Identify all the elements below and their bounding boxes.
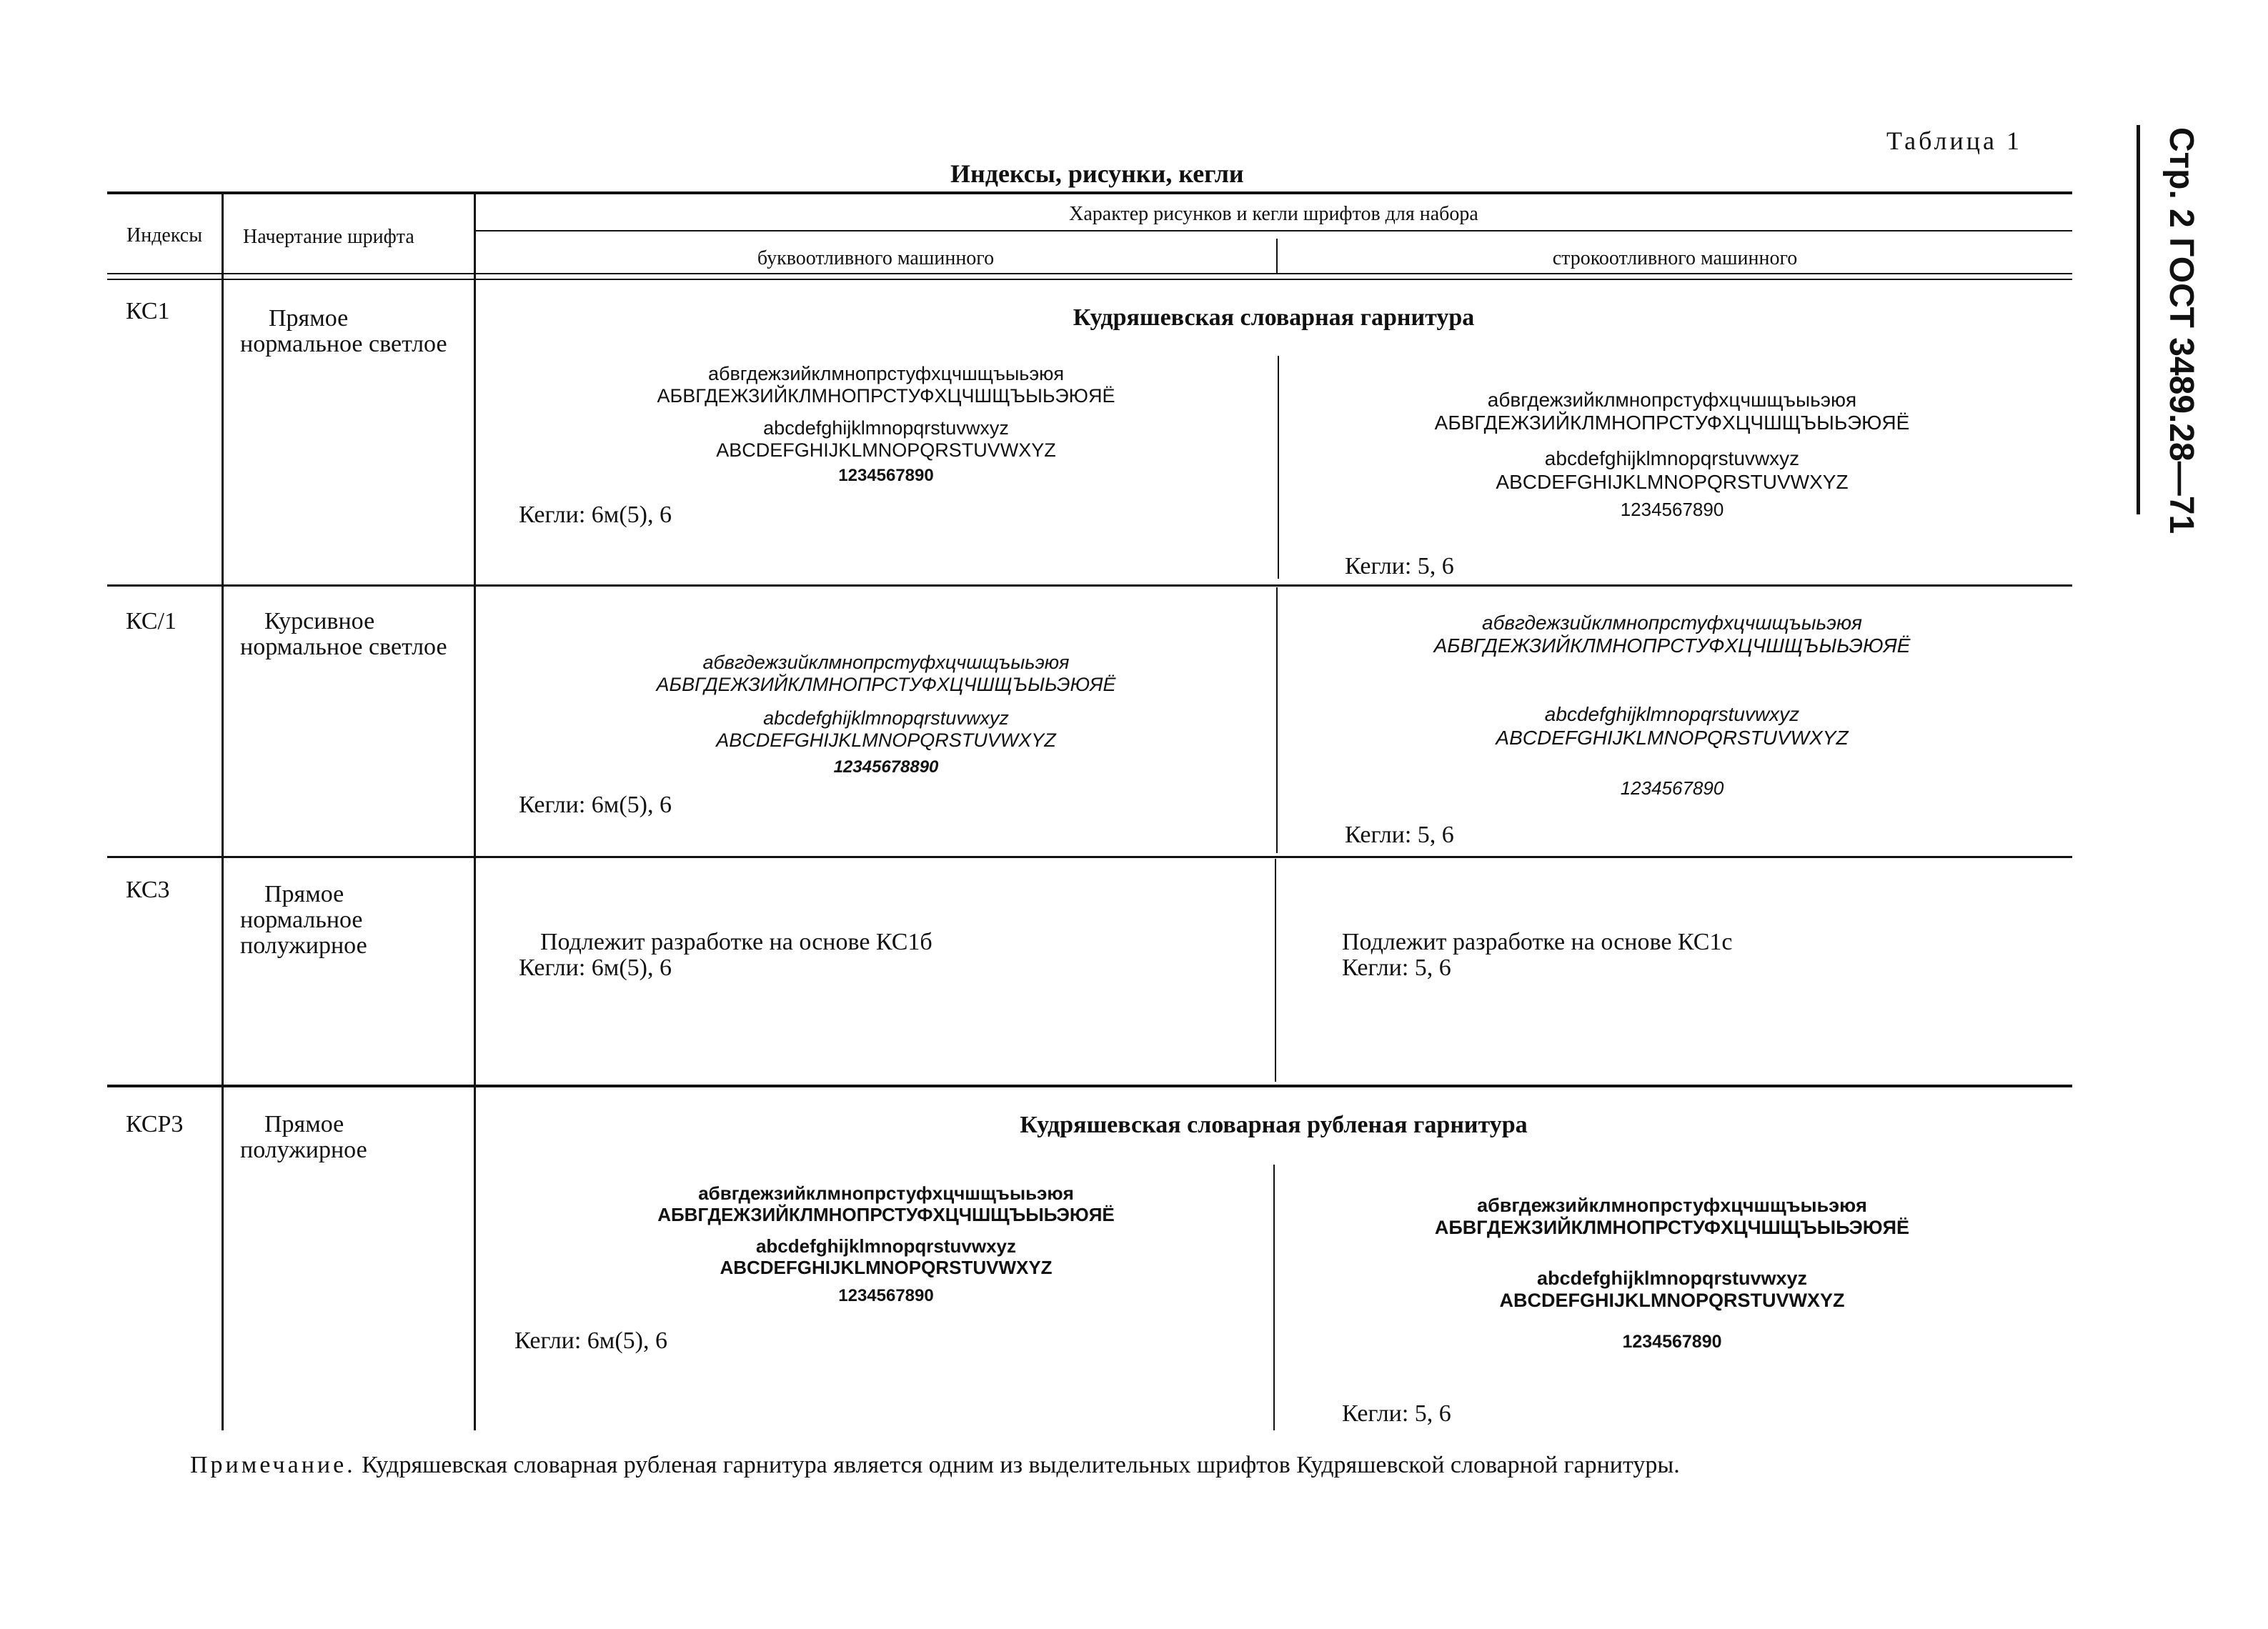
table-top-rule [107,191,2072,194]
sample-upper-lat: ABCDEFGHIJKLMNOPQRSTUVWXYZ [1496,470,1849,493]
sample-lower-lat: abcdefghijklmnopqrstuvwxyz [755,1235,1017,1257]
row1-line-sample [1322,389,2022,521]
row1-letter-sample [557,363,1215,486]
footnote-text: Кудряшевская словарная рубленая гарнитура является одним из выделительных шрифтов Кудряшевской словарной гарнитуры. [362,1452,1680,1478]
row-rule-1 [107,584,2072,587]
row3-letter-note: Подлежит разработке на основе КС1б [540,929,932,955]
sample-lower-cyr: абвгдежзийклмнопрстуфхцчшщъыьэюя [1482,612,1862,634]
sample-upper-cyr: АБВГДЕЖЗИЙКЛМНОПРСТУФХЦЧШЩЪЫЬЭЮЯЁ [657,1203,1115,1225]
sample-digits: 1234567890 [1622,1332,1722,1352]
row1-style: Прямое нормальное светлое [240,305,447,357]
row-rule-3 [107,1085,2072,1087]
sample-lower-lat: abcdefghijklmnopqrstuvwxyz [1544,447,1800,470]
row2-index: КС/1 [126,608,176,634]
sample-lower-cyr: абвгдежзийклмнопрстуфхцчшщъыьэюя [702,652,1070,673]
sample-upper-lat: ABCDEFGHIJKLMNOPQRSTUVWXYZ [1496,726,1849,749]
row2-letter-sample [557,652,1215,777]
col-divider-style [474,194,476,1430]
header-letter: буквоотливного машинного [757,247,995,269]
footnote-label: Примечание. [190,1452,356,1478]
row2-line-sample [1322,612,2022,799]
row3-line-sizes: Кегли: 5, 6 [1342,955,1451,981]
row4-style: Прямое полужирное [240,1111,367,1163]
table-label: Таблица 1 [1886,126,2022,155]
sample-upper-cyr: АБВГДЕЖЗИЙКЛМНОПРСТУФХЦЧШЩЪЫЬЭЮЯЁ [656,674,1116,696]
row1-letter-sizes: Кегли: 6м(5), 6 [519,502,672,528]
sample-digits: 1234567890 [838,466,934,486]
sample-lower-lat: abcdefghijklmnopqrstuvwxyz [1544,703,1800,726]
row4-section-title: Кудряшевская словарная рубленая гарнитура [1020,1112,1528,1138]
header-line: строкоотливного машинного [1552,247,1798,269]
sample-upper-lat: ABCDEFGHIJKLMNOPQRSTUVWXYZ [720,1256,1053,1278]
row3-style: Прямое нормальное полужирное [240,881,367,959]
sample-upper-lat: ABCDEFGHIJKLMNOPQRSTUVWXYZ [1499,1290,1845,1312]
row4-col-divider [1273,1165,1275,1430]
sample-lower-lat: abcdefghijklmnopqrstuvwxyz [1536,1267,1808,1290]
row3-index: КС3 [126,877,170,903]
row2-line-sizes: Кегли: 5, 6 [1345,822,1454,848]
row2-letter-sizes: Кегли: 6м(5), 6 [519,792,672,818]
header-group-rule [475,230,2072,231]
sample-lower-cyr: абвгдежзийклмнопрстуфхцчшщъыьэюя [1487,389,1857,411]
row1-index: КС1 [126,298,170,324]
sample-upper-cyr: АБВГДЕЖЗИЙКЛМНОПРСТУФХЦЧШЩЪЫЬЭЮЯЁ [657,385,1115,407]
sample-lower-lat: abcdefghijklmnopqrstuvwxyz [763,417,1009,439]
row4-letter-sizes: Кегли: 6м(5), 6 [514,1327,667,1354]
side-page-label [2147,127,2204,534]
header-style: Начертание шрифта [243,226,414,248]
row1-section-title: Кудряшевская словарная гарнитура [1073,304,1475,331]
sample-upper-cyr: АБВГДЕЖЗИЙКЛМНОПРСТУФХЦЧШЩЪЫЬЭЮЯЁ [1433,634,1911,657]
sample-upper-cyr: АБВГДЕЖЗИЙКЛМНОПРСТУФХЦЧШЩЪЫЬЭЮЯЁ [1434,412,1910,434]
row4-index: КСР3 [126,1111,184,1137]
sample-digits: 1234567890 [838,1285,934,1305]
row1-line-sizes: Кегли: 5, 6 [1345,553,1454,579]
sample-lower-cyr: абвгдежзийклмнопрстуфхцчшщъыьэюя [698,1182,1074,1204]
row3-col-divider [1275,859,1276,1082]
sample-lower-lat: abcdefghijklmnopqrstuvwxyz [763,707,1009,729]
header-bottom-rule-2 [107,279,2072,280]
table-title: Индексы, рисунки, кегли [950,159,1244,188]
side-page-label-text: Стр. 2 ГОСТ 3489.28—71 [2162,127,2200,534]
row-rule-2 [107,856,2072,858]
sample-lower-cyr: абвгдежзийклмнопрстуфхцчшщъыьэюя [1477,1195,1867,1216]
sample-digits: 1234567890 [1620,777,1724,799]
row3-letter-sizes: Кегли: 6м(5), 6 [519,955,672,981]
col-divider-index [222,194,224,1430]
sample-digits: 12345678890 [833,757,939,777]
header-bottom-rule-1 [107,273,2072,274]
sample-digits: 1234567890 [1620,498,1724,520]
sample-upper-lat: ABCDEFGHIJKLMNOPQRSTUVWXYZ [716,439,1056,462]
header-index: Индексы [126,224,203,246]
row4-line-sample [1322,1195,2022,1352]
sample-upper-lat: ABCDEFGHIJKLMNOPQRSTUVWXYZ [716,729,1056,752]
header-group: Характер рисунков и кегли шрифтов для набора [1069,203,1478,225]
row1-col-divider [1278,356,1279,579]
row4-line-sizes: Кегли: 5, 6 [1342,1400,1451,1427]
row4-letter-sample [557,1183,1215,1305]
footnote [190,1452,1680,1479]
row2-style: Курсивное нормальное светлое [240,608,447,660]
row3-line-note: Подлежит разработке на основе КС1с [1342,929,1733,955]
sample-lower-cyr: абвгдежзийклмнопрстуфхцчшщъыьэюя [707,363,1064,384]
sample-upper-cyr: АБВГДЕЖЗИЙКЛМНОПРСТУФХЦЧШЩЪЫЬЭЮЯЁ [1434,1217,1910,1239]
side-rule [2137,125,2140,514]
row2-col-divider [1276,587,1278,853]
